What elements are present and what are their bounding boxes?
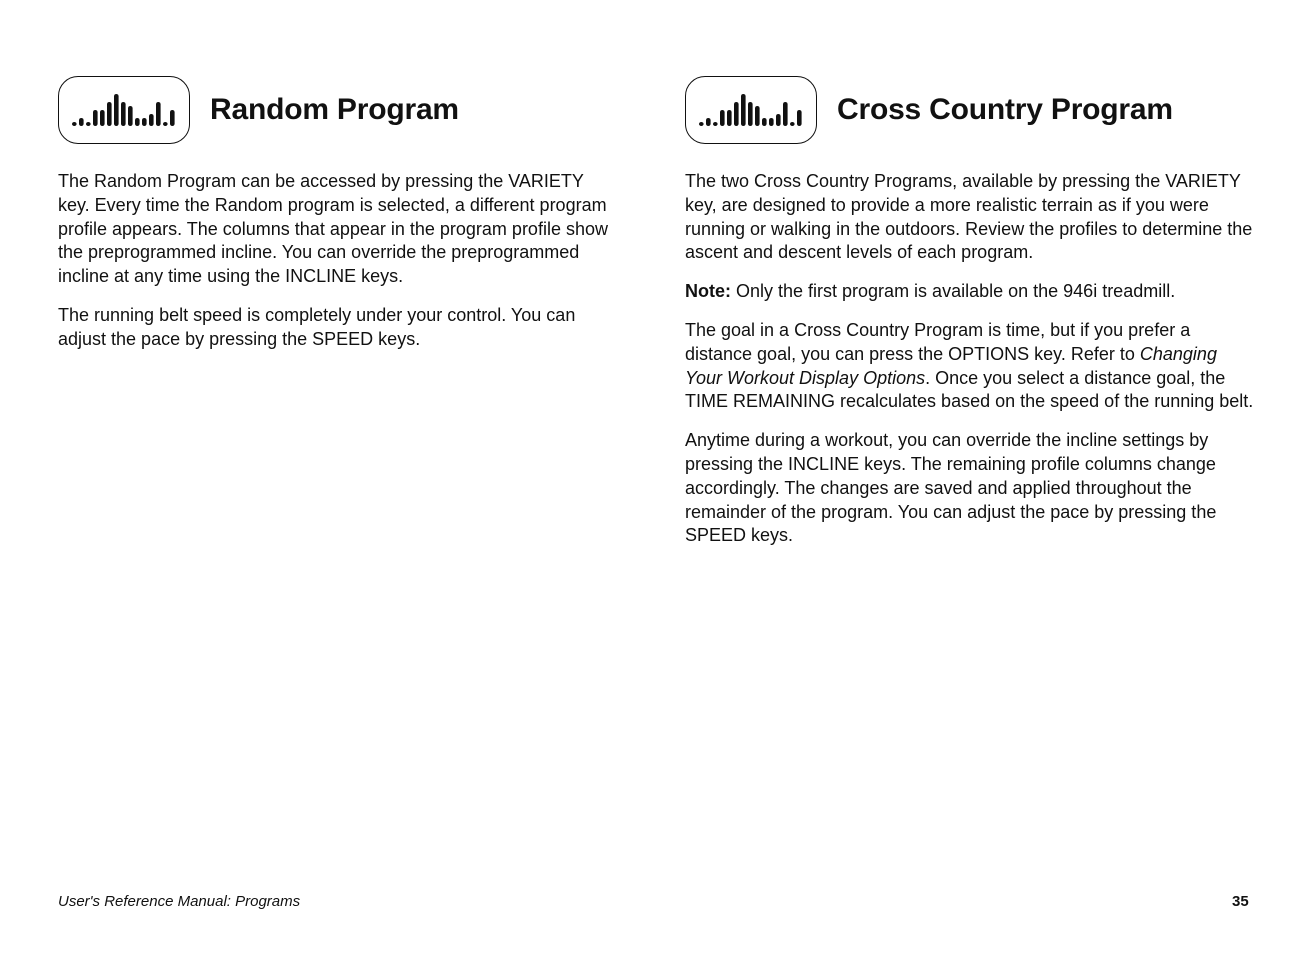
profile-bar [748, 102, 753, 126]
cross-country-program-title: Cross Country Program [837, 93, 1173, 126]
profile-bar [699, 122, 704, 126]
cross-country-paragraph-1: The two Cross Country Programs, available by pressing the VARIETY key, are designed to provide a more realistic terrain as if you were running or walking in the outdoors. Review the profiles to determine the ascent and descent levels of each program. [685, 171, 1253, 263]
cross-country-paragraph-3 [685, 319, 1257, 414]
profile-bar [776, 114, 781, 126]
incline-profile-bars-icon [695, 88, 807, 132]
footer-manual-title: User's Reference Manual: Programs [58, 893, 301, 910]
profile-bar [797, 110, 802, 126]
profile-bar [762, 118, 767, 126]
cross-country-paragraph-4: Anytime during a workout, you can override the incline settings by pressing the INCLINE keys. The remaining profile columns change accordingly. The changes are saved and applied throughout the remainder of the program. You can adjust the pace by pressing the SPEED keys. [685, 430, 1217, 546]
note-label: Note: [685, 281, 731, 302]
profile-bar [79, 118, 84, 126]
profile-bar [755, 106, 760, 126]
random-program-section [58, 74, 620, 367]
program-profile-badge [685, 76, 817, 144]
random-program-header [58, 74, 620, 146]
profile-bar [720, 110, 725, 126]
profile-bar [713, 122, 718, 126]
profile-bar [790, 122, 795, 126]
program-profile-badge [58, 76, 190, 144]
profile-bar [114, 94, 119, 126]
profile-bar [163, 122, 168, 126]
random-program-paragraph-1: The Random Program can be accessed by pressing the VARIETY key. Every time the Random program is selected, a different program profile appears. The columns that appear in the program profile show the preprogrammed incline. You can override the preprogrammed incline at any time using the INCLINE keys. [58, 171, 608, 287]
profile-bar [769, 118, 774, 126]
cross-country-program-section [685, 74, 1257, 563]
profile-bar [100, 110, 105, 126]
profile-bar [72, 122, 77, 126]
cross-country-program-header [685, 74, 1257, 146]
profile-bar [727, 110, 732, 126]
random-program-title: Random Program [210, 93, 459, 126]
incline-profile-bars-icon [68, 88, 180, 132]
profile-bar [86, 122, 91, 126]
profile-bar [135, 118, 140, 126]
cross-reference-link-text: Changing Your Workout Display Options [685, 343, 1217, 388]
profile-bar [149, 114, 154, 126]
profile-bar [142, 118, 147, 126]
profile-bar [741, 94, 746, 126]
paragraph-3-text-start: The goal in a Cross Country Program is time, but if you prefer a distance goal, you can press the OPTIONS key. Refer to [685, 319, 1191, 364]
cross-country-note [685, 280, 1257, 304]
profile-bar [121, 102, 126, 126]
random-program-paragraph-2: The running belt speed is completely under your control. You can adjust the pace by pressing the SPEED keys. [58, 304, 576, 349]
paragraph-3-text-end: . Once you select a distance goal, the TIME REMAINING recalculates based on the speed of the running belt. [685, 367, 1254, 412]
profile-bar [783, 102, 788, 126]
profile-bar [170, 110, 175, 126]
footer-page-number: 35 [1232, 893, 1249, 910]
profile-bar [734, 102, 739, 126]
profile-bar [107, 102, 112, 126]
profile-bar [706, 118, 711, 126]
profile-bar [128, 106, 133, 126]
profile-bar [156, 102, 161, 126]
profile-bar [93, 110, 98, 126]
note-text: Only the first program is available on the 946i treadmill. [731, 281, 1176, 302]
